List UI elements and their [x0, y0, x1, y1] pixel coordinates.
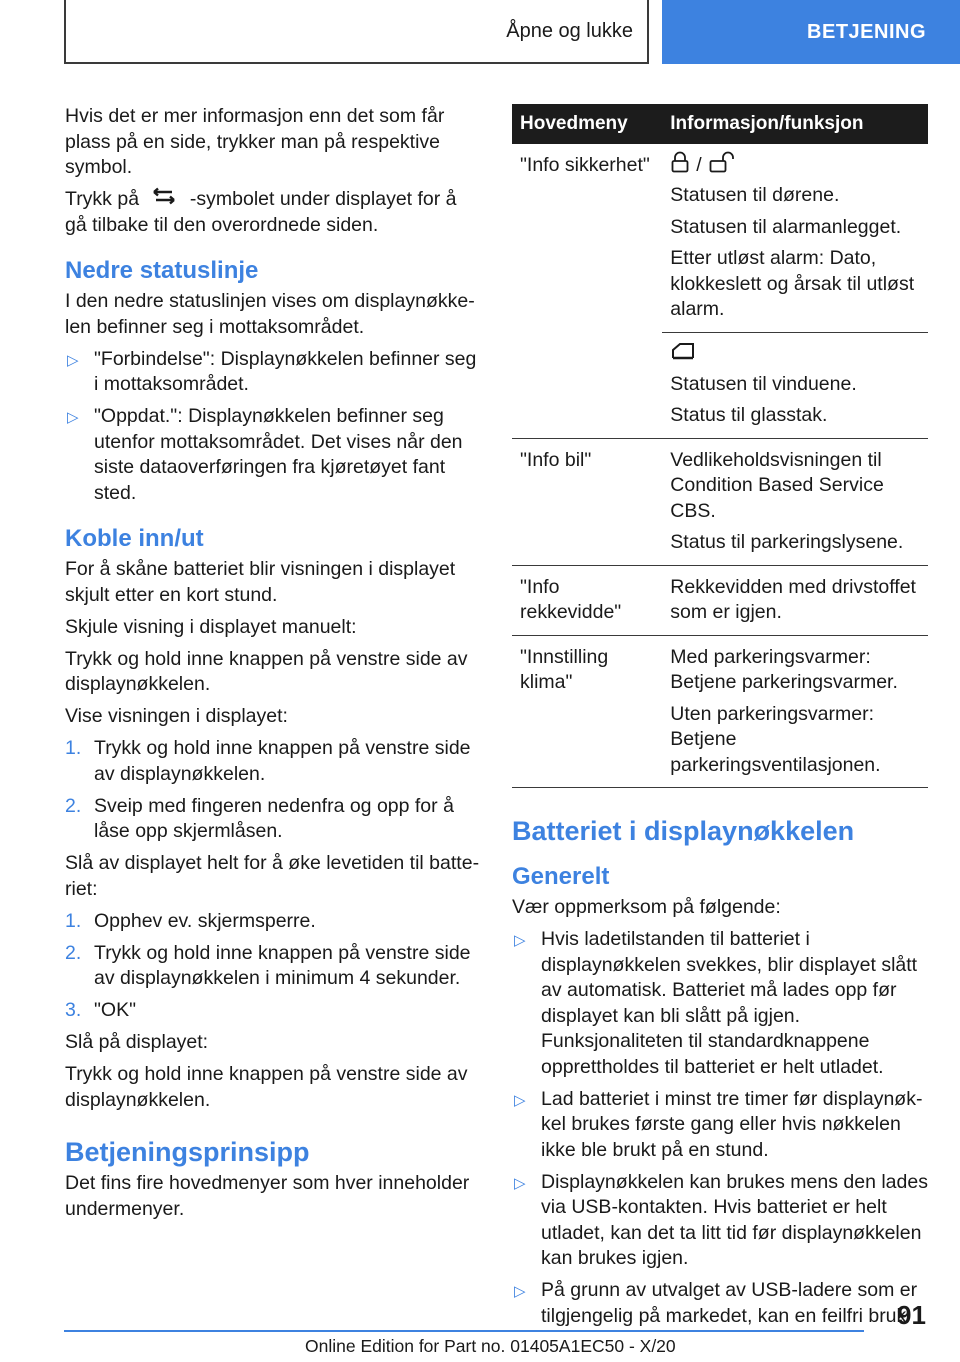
table-row: [512, 144, 928, 332]
list-item: 2. Trykk og hold inne knappen på venstre side av displaynøkkelen i minimum 4 sekunder.: [65, 941, 471, 990]
list-item: 1. Trykk og hold inne knappen på venstre side av displaynøkkelen.: [65, 737, 471, 785]
table-row: [512, 565, 928, 635]
lock-open-icon: [708, 151, 736, 181]
main-menu-table: [512, 104, 928, 788]
generelt-list: [512, 927, 928, 1329]
info-cell: Med parkeringsvarmer: Betjene parkeringsvarmer. Uten parkeringsvarmer: Betjene parkeringsventilasjonen.: [662, 635, 928, 788]
koble-paragraph: Skjule visning i displayet manuelt:: [65, 615, 357, 638]
footer-edition: Online Edition for Part no. 01405A1EC50 - X/20: [305, 1336, 676, 1356]
info-cell: Rekkevidden med drivstoffet som er igjen.: [662, 565, 928, 635]
table-row: [512, 438, 928, 565]
triangle-bullet-icon: ▷: [514, 932, 526, 949]
koble-paragraph: Slå av displayet helt for å øke levetiden til batteriet:: [65, 852, 480, 900]
statuslinje-list: [65, 347, 480, 507]
info-cell: Statusen til vinduene. Status til glasstak.: [662, 332, 928, 438]
header-chapter-tab: [662, 0, 960, 64]
info-cell: / Statusen til dørene. Statusen til alarmanlegget. Etter utløst alarm: Dato, klokkeslett og årsak til utløst alarm.: [662, 144, 928, 332]
right-column: [512, 104, 928, 1336]
info-cell: Vedlikeholdsvisningen til Condition Based Service CBS. Status til parkeringslysene.: [662, 438, 928, 565]
back-instruction: Trykk på -symbolet under displayet for å gå tilbake til den overordnede siden.: [65, 188, 457, 236]
list-item: ▷ Displaynøkkelen kan brukes mens den lades via USB-kontakten. Hvis batteriet er helt utladet, kan det ta litt tid før displaynøkkelen kan brukes igjen.: [514, 1170, 928, 1269]
list-item: 1. Opphev ev. skjermsperre.: [65, 909, 316, 932]
koble-paragraph: For å skåne batteriet blir visningen i displayet skjult etter en kort stund.: [65, 558, 456, 606]
betjening-text: Det fins fire hovedmenyer som hver inneholder undermenyer.: [65, 1172, 470, 1220]
table-header-row: [512, 104, 928, 144]
heading-betjeningsprinsipp: Betjeningsprinsipp: [65, 1137, 310, 1168]
column-header-informasjon: Informasjon/funksjon: [662, 104, 928, 144]
triangle-bullet-icon: ▷: [514, 1174, 526, 1192]
heading-nedre-statuslinje: Nedre statuslinje: [65, 257, 259, 285]
window-icon: [670, 341, 696, 369]
header-section-tab: [64, 0, 649, 64]
koble-paragraph: Slå på displayet:: [65, 1031, 209, 1054]
intro-paragraph: Hvis det er mer informasjon enn det som får plass på en side, trykker man på respektive symbol.: [65, 105, 445, 178]
lock-closed-icon: [670, 151, 690, 181]
koble-paragraph: Trykk og hold inne knappen på venstre side av displaynøkkelen.: [65, 1063, 468, 1111]
triangle-bullet-icon: ▷: [67, 351, 79, 369]
av-steps-list: [65, 909, 480, 1024]
column-header-hovedmeny: Hovedmeny: [512, 104, 662, 144]
generelt-text: Vær oppmerksom på følgende:: [512, 896, 781, 918]
table-row: [512, 635, 928, 788]
menu-cell: "Info bil": [512, 438, 662, 565]
triangle-bullet-icon: ▷: [67, 409, 79, 427]
koble-paragraph: Vise visningen i displayet:: [65, 705, 288, 728]
heading-koble-inn-ut: Koble inn/ut: [65, 525, 204, 553]
list-item: ▷ "Forbindelse": Displaynøkkelen befinner seg i mottaksområdet.: [67, 347, 477, 396]
menu-cell: "Innstilling klima": [512, 635, 662, 788]
list-item: 2. Sveip med fingeren nedenfra og opp for å låse opp skjermlåsen.: [65, 794, 454, 843]
vise-steps-list: [65, 736, 480, 845]
statuslinje-text: I den nedre statuslinjen vises om displaynøkkelen befinner seg i mottaksområdet.: [65, 290, 475, 338]
lock-icons: [670, 153, 920, 179]
list-item: 3. "OK": [65, 999, 137, 1022]
menu-cell: "Info sikkerhet": [512, 144, 662, 438]
triangle-bullet-icon: ▷: [514, 1091, 526, 1109]
icon-separator: /: [696, 154, 702, 177]
triangle-bullet-icon: ▷: [514, 1283, 526, 1300]
header-chapter-title: BETJENING: [807, 20, 926, 43]
header-section-title: Åpne og lukke: [506, 19, 633, 42]
back-arrows-icon: [150, 187, 178, 213]
list-item: ▷ Lad batteriet i minst tre timer før displaynøkkel brukes første gang eller hvis nøkkelen ikke ble brukt på en stund.: [514, 1087, 923, 1161]
heading-batteriet: Batteriet i displaynøkkelen: [512, 816, 855, 846]
heading-generelt: Generelt: [512, 863, 610, 890]
list-item: ▷ Hvis ladetilstanden til batteriet i displaynøkkelen svekkes, blir displayet slått av automatisk. Batteriet må lades opp før displayet kan bli slått på igjen. Funksjonaliteten til standardknappene opprettholdes til batteriet er helt utladet.: [514, 928, 918, 1078]
footer-divider: [64, 1330, 864, 1332]
left-column: [65, 104, 480, 1229]
list-item: ▷ På grunn av utvalget av USB-ladere som er tilgjengelig på markedet, kan en feilfri bruk: [514, 1279, 918, 1327]
menu-cell: "Info rekkevidde": [512, 565, 662, 635]
list-item: ▷ "Oppdat.": Displaynøkkelen befinner seg utenfor mottaksområdet. Det vises når den siste dataoverføringen fra kjøretøyet fant sted.: [67, 405, 463, 504]
page-number: 91: [897, 1300, 926, 1330]
koble-paragraph: Trykk og hold inne knappen på venstre side av displaynøkkelen.: [65, 647, 468, 696]
